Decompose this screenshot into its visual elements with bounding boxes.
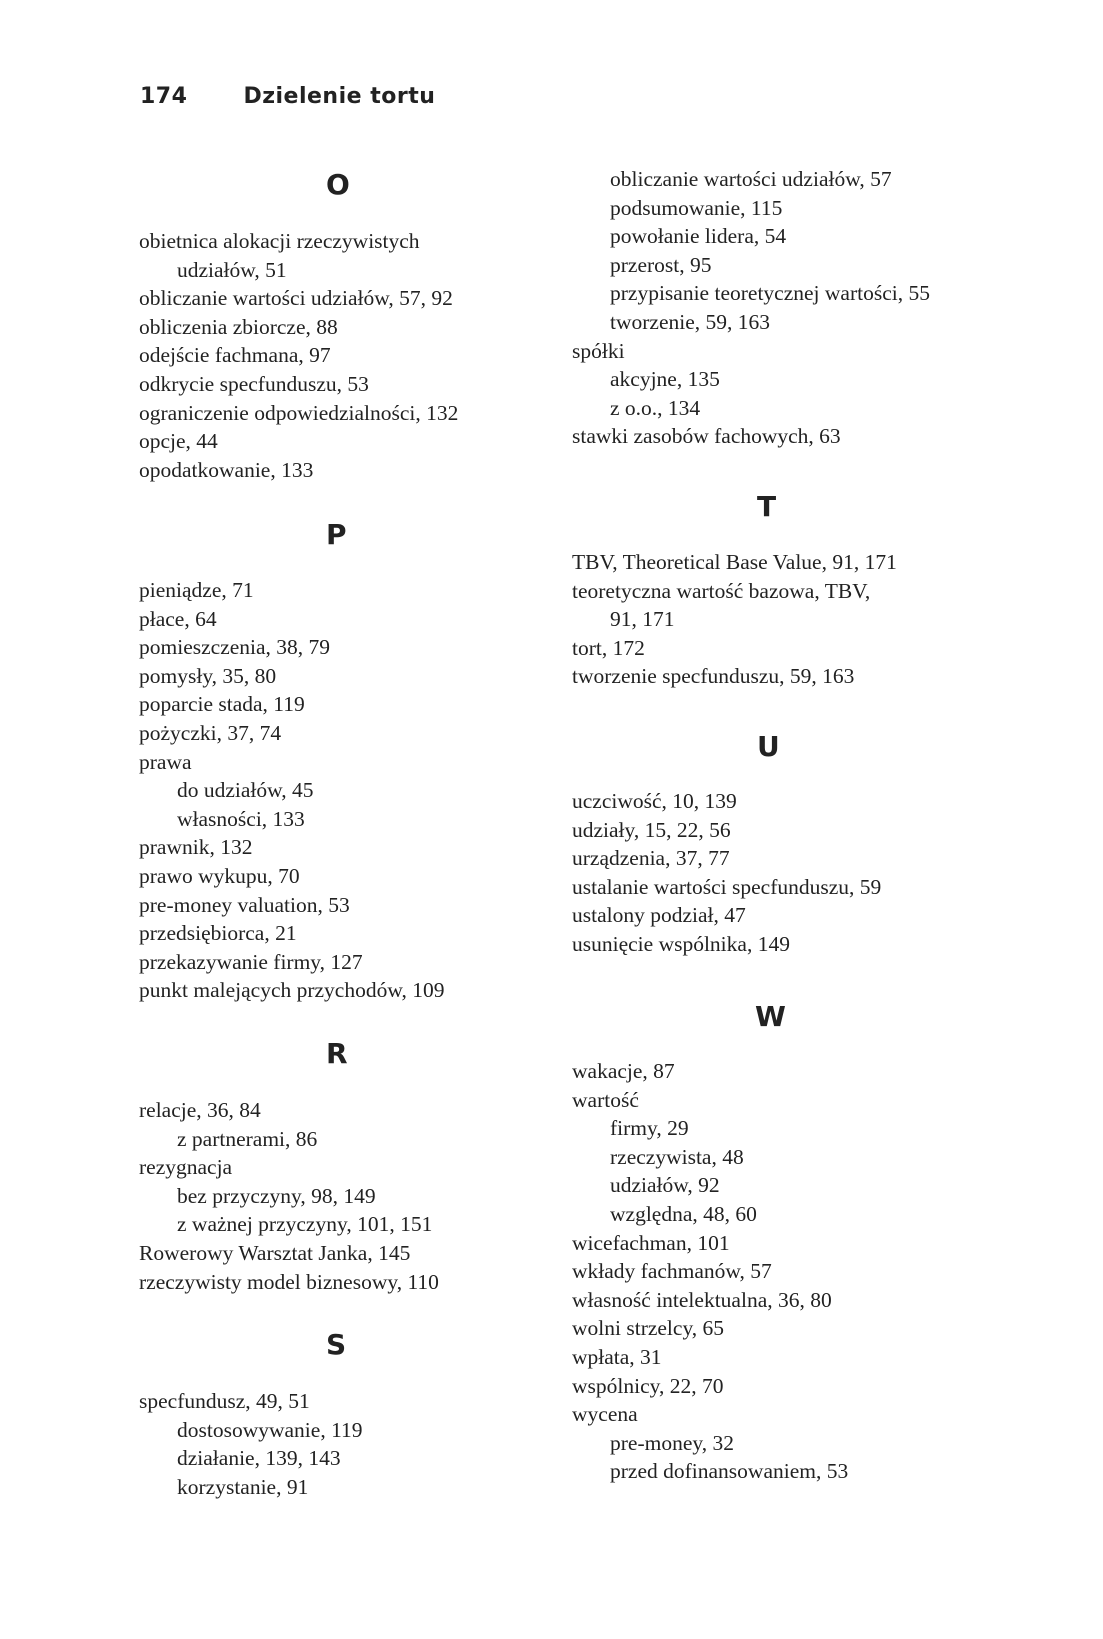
index-entry: ustalanie wartości specfunduszu, 59 bbox=[572, 874, 882, 899]
index-subentry: firmy, 29 bbox=[610, 1116, 689, 1141]
index-subentry: z partnerami, 86 bbox=[177, 1126, 318, 1151]
index-entries-o bbox=[139, 227, 458, 484]
index-subentry: do udziałów, 45 bbox=[177, 778, 314, 803]
index-subentry: z ważnej przyczyny, 101, 151 bbox=[177, 1212, 433, 1237]
index-entry: prawnik, 132 bbox=[139, 835, 253, 860]
index-subentry: podsumowanie, 115 bbox=[610, 195, 783, 220]
section-letter: T bbox=[757, 490, 777, 523]
index-entries-t bbox=[572, 548, 897, 691]
index-subentry: dostosowywanie, 119 bbox=[177, 1417, 363, 1442]
index-subentry: przypisanie teoretycznej wartości, 55 bbox=[610, 281, 930, 306]
index-entry: pieniądze, 71 bbox=[139, 578, 254, 602]
index-entry: prawa bbox=[139, 749, 192, 774]
index-entry: wolni strzelcy, 65 bbox=[572, 1316, 725, 1341]
index-entry: obliczenia zbiorcze, 88 bbox=[139, 314, 338, 339]
index-entry: pożyczki, 37, 74 bbox=[139, 720, 282, 745]
index-entry: tworzenie specfunduszu, 59, 163 bbox=[572, 664, 855, 689]
index-entry: ustalony podział, 47 bbox=[572, 903, 746, 928]
index-subentry: przed dofinansowaniem, 53 bbox=[610, 1459, 849, 1484]
index-entry: opodatkowanie, 133 bbox=[139, 457, 314, 482]
index-entries-s bbox=[139, 1387, 363, 1501]
index-subentry: 91, 171 bbox=[610, 607, 675, 632]
index-entry: wakacje, 87 bbox=[572, 1059, 675, 1083]
index-entry: uczciwość, 10, 139 bbox=[572, 789, 737, 813]
index-entry: wycena bbox=[572, 1402, 638, 1427]
index-entry: wspólnicy, 22, 70 bbox=[572, 1373, 724, 1398]
index-entry: odkrycie specfunduszu, 53 bbox=[139, 371, 369, 396]
index-entry: płace, 64 bbox=[139, 606, 217, 631]
index-entry: obietnica alokacji rzeczywistych bbox=[139, 229, 420, 253]
index-entry: urządzenia, 37, 77 bbox=[572, 846, 730, 871]
index-subentry: akcyjne, 135 bbox=[610, 367, 720, 392]
index-entries-s-continued bbox=[572, 165, 930, 451]
index-subentry: tworzenie, 59, 163 bbox=[610, 309, 771, 334]
index-entry: rzeczywisty model biznesowy, 110 bbox=[139, 1269, 439, 1294]
section-letter: U bbox=[757, 730, 780, 763]
section-letter: P bbox=[326, 518, 347, 551]
index-entry: pre-money valuation, 53 bbox=[139, 892, 350, 917]
index-entry: specfundusz, 49, 51 bbox=[139, 1389, 310, 1413]
index-entry: punkt malejących przychodów, 109 bbox=[139, 978, 445, 1003]
index-entries-w bbox=[572, 1057, 848, 1486]
index-entries-u bbox=[572, 787, 881, 959]
index-subentry: przerost, 95 bbox=[610, 252, 712, 277]
index-entry: ograniczenie odpowiedzialności, 132 bbox=[139, 400, 459, 425]
index-entry: wicefachman, 101 bbox=[572, 1230, 730, 1255]
section-letter: W bbox=[755, 1000, 786, 1033]
index-entry: prawo wykupu, 70 bbox=[139, 863, 300, 888]
index-entry: rezygnacja bbox=[139, 1155, 233, 1180]
index-entry: stawki zasobów fachowych, 63 bbox=[572, 424, 841, 449]
index-subentry: z o.o., 134 bbox=[610, 395, 701, 420]
index-entry: pomysły, 35, 80 bbox=[139, 663, 277, 688]
index-subentry: obliczanie wartości udziałów, 57 bbox=[610, 167, 892, 191]
section-letter: R bbox=[326, 1037, 348, 1070]
section-letter: O bbox=[326, 168, 350, 201]
index-entry: usunięcie wspólnika, 149 bbox=[572, 931, 790, 956]
running-header bbox=[140, 84, 435, 109]
index-entry: TBV, Theoretical Base Value, 91, 171 bbox=[572, 550, 897, 574]
index-subentry: bez przyczyny, 98, 149 bbox=[177, 1183, 376, 1208]
index-entry: tort, 172 bbox=[572, 635, 645, 660]
index-entries-r bbox=[139, 1096, 439, 1296]
index-entry: opcje, 44 bbox=[139, 429, 218, 454]
index-subentry: własności, 133 bbox=[177, 806, 305, 831]
index-entry: poparcie stada, 119 bbox=[139, 692, 305, 717]
running-title: Dzielenie tortu bbox=[243, 84, 436, 109]
index-entry: spółki bbox=[572, 338, 625, 363]
index-entry: teoretyczna wartość bazowa, TBV, bbox=[572, 578, 871, 603]
index-entry: wpłata, 31 bbox=[572, 1344, 662, 1369]
index-entry: pomieszczenia, 38, 79 bbox=[139, 635, 331, 660]
index-entry: własność intelektualna, 36, 80 bbox=[572, 1287, 832, 1312]
index-entries-p bbox=[139, 576, 444, 1005]
index-entry: wartość bbox=[572, 1087, 639, 1112]
index-entry: przekazywanie firmy, 127 bbox=[139, 949, 363, 974]
index-entry: przedsiębiorca, 21 bbox=[139, 921, 297, 946]
index-entry: udziały, 15, 22, 56 bbox=[572, 817, 731, 842]
index-subentry: pre-money, 32 bbox=[610, 1430, 734, 1455]
index-entry: wkłady fachmanów, 57 bbox=[572, 1259, 772, 1284]
section-letter: S bbox=[326, 1328, 347, 1361]
index-subentry: względna, 48, 60 bbox=[610, 1201, 757, 1226]
index-entry: relacje, 36, 84 bbox=[139, 1098, 261, 1122]
index-subentry: udziałów, 51 bbox=[177, 257, 287, 282]
page-number: 174 bbox=[140, 84, 188, 109]
index-subentry: rzeczywista, 48 bbox=[610, 1144, 744, 1169]
index-subentry: korzystanie, 91 bbox=[177, 1474, 309, 1499]
index-subentry: działanie, 139, 143 bbox=[177, 1446, 341, 1471]
index-subentry: udziałów, 92 bbox=[610, 1173, 720, 1198]
index-subentry: powołanie lidera, 54 bbox=[610, 224, 787, 249]
index-entry: obliczanie wartości udziałów, 57, 92 bbox=[139, 286, 453, 311]
index-entry: odejście fachmana, 97 bbox=[139, 343, 331, 368]
index-entry: Rowerowy Warsztat Janka, 145 bbox=[139, 1240, 411, 1265]
